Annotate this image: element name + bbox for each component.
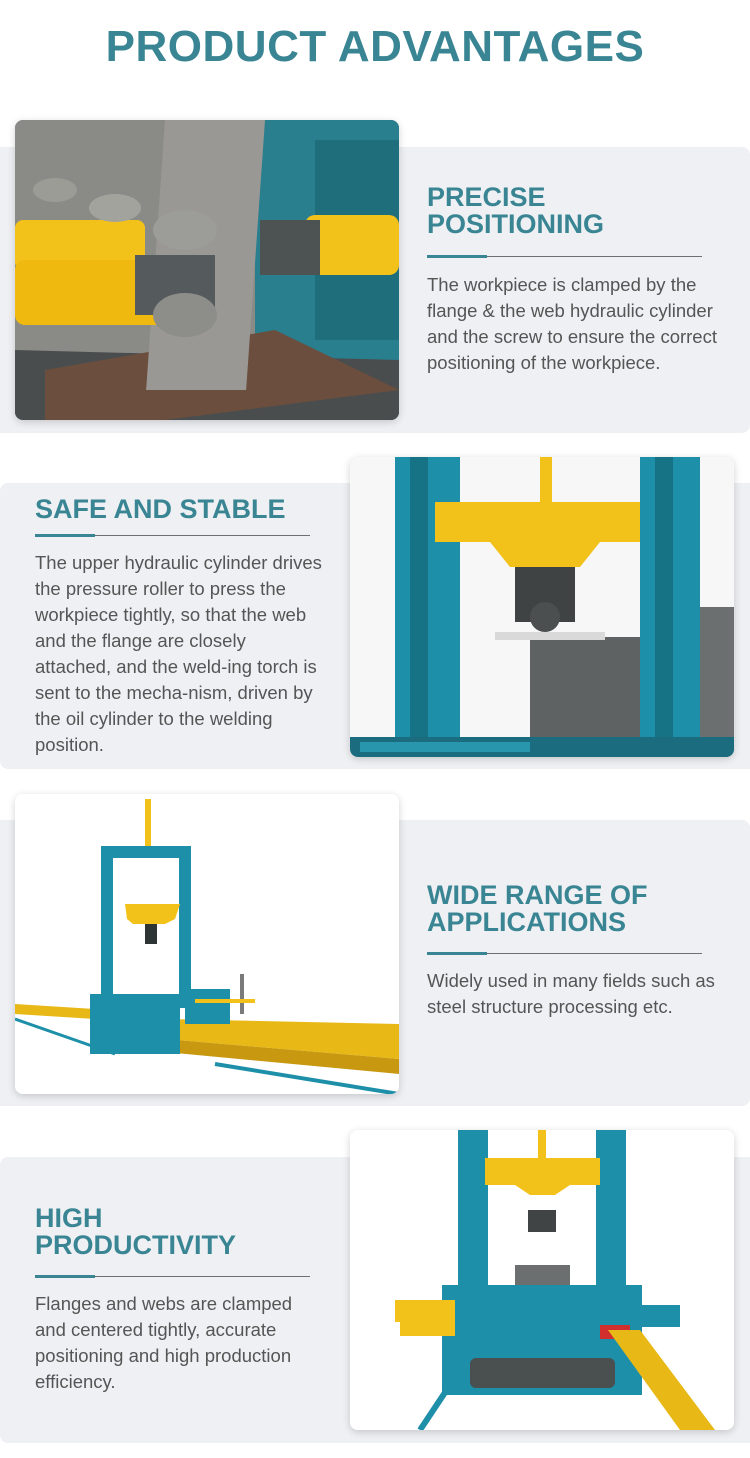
welding-machine-front-illustration [350, 1130, 734, 1430]
pressure-roller-illustration [350, 457, 734, 757]
divider-accent [35, 534, 95, 537]
feature-description: Widely used in many fields such as steel structure processing etc. [427, 970, 715, 1017]
feature-title-high-productivity [35, 1205, 335, 1259]
title-divider [427, 256, 702, 257]
page-title: PRODUCT ADVANTAGES [105, 22, 645, 71]
feature-title-wide-range [427, 882, 727, 936]
feature-description: The upper hydraulic cylinder drives the pressure roller to press the workpiece tightly, so that the web and the flange are closely attached, and the weld-ing torch is sent to the mecha-nism, driven by the oil cylinder to the welding position. [35, 552, 322, 755]
title-divider [427, 953, 702, 954]
feature-title-line: APPLICATIONS [427, 907, 627, 937]
feature-title-line: PRODUCTIVITY [35, 1230, 237, 1260]
feature-description: Flanges and webs are clamped and centered tightly, accurate positioning and high production efficiency. [35, 1293, 293, 1392]
divider-accent [427, 952, 487, 955]
feature-title-precise-positioning [427, 184, 727, 238]
title-divider [35, 535, 310, 536]
welding-line-illustration [15, 794, 399, 1094]
feature-title-line: WIDE RANGE OF [427, 880, 648, 910]
precise-positioning-photo [15, 120, 399, 420]
feature-title-line: PRECISE [427, 182, 546, 212]
hydraulic-clamp-illustration [15, 120, 399, 420]
feature-title-line: POSITIONING [427, 209, 605, 239]
divider-accent [35, 1275, 95, 1278]
wide-range-photo [15, 794, 399, 1094]
feature-description: The workpiece is clamped by the flange & the web hydraulic cylinder and the screw to ensure the correct positioning of the workpiece. [427, 274, 717, 373]
feature-title-line: HIGH [35, 1203, 103, 1233]
safe-and-stable-photo [350, 457, 734, 757]
divider-accent [427, 255, 487, 258]
feature-title-safe-and-stable [35, 496, 335, 523]
high-productivity-photo [350, 1130, 734, 1430]
title-divider [35, 1276, 310, 1277]
feature-title-line: SAFE AND STABLE [35, 494, 286, 524]
